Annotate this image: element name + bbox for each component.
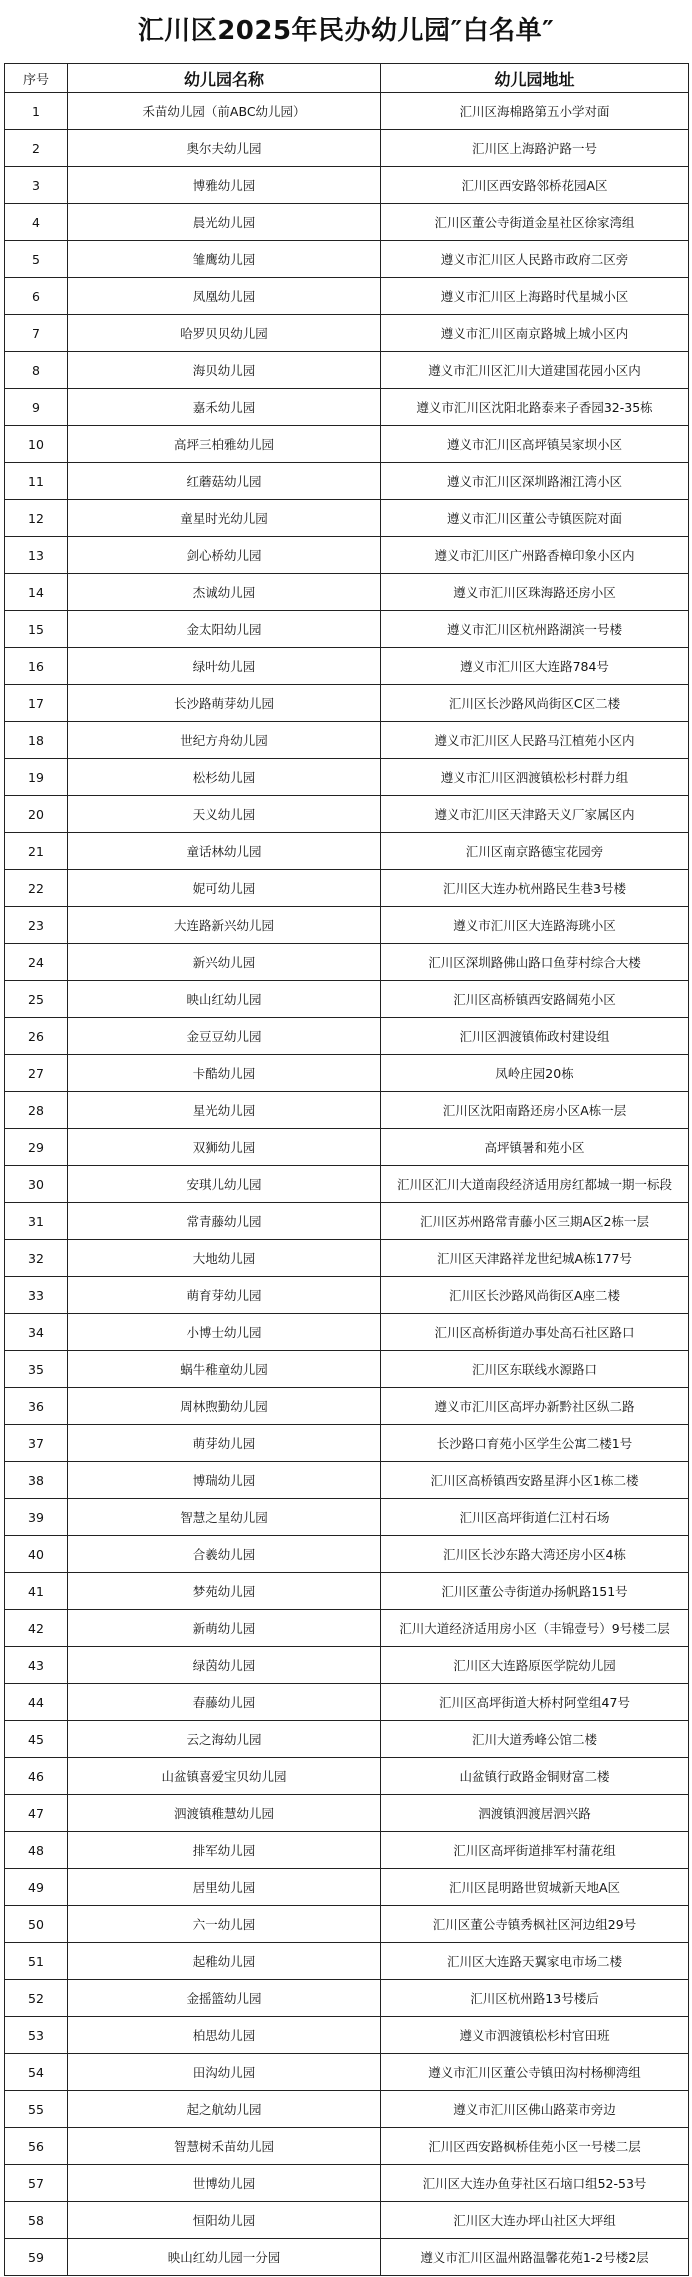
kindergarten-name: 长沙路萌芽幼儿园 bbox=[68, 685, 381, 722]
row-number: 5 bbox=[5, 241, 68, 278]
kindergarten-name: 童星时光幼儿园 bbox=[68, 500, 381, 537]
row-number: 44 bbox=[5, 1684, 68, 1721]
table-row bbox=[5, 2091, 689, 2128]
table-row bbox=[5, 1573, 689, 1610]
table-row bbox=[5, 537, 689, 574]
kindergarten-name: 智慧树禾苗幼儿园 bbox=[68, 2128, 381, 2165]
kindergarten-name: 大连路新兴幼儿园 bbox=[68, 907, 381, 944]
kindergarten-name: 博雅幼儿园 bbox=[68, 167, 381, 204]
row-number: 42 bbox=[5, 1610, 68, 1647]
kindergarten-address: 山盆镇行政路金铜财富二楼 bbox=[381, 1758, 689, 1795]
kindergarten-address: 遵义市汇川区佛山路菜市旁边 bbox=[381, 2091, 689, 2128]
row-number: 36 bbox=[5, 1388, 68, 1425]
table-row bbox=[5, 1684, 689, 1721]
table-row bbox=[5, 1647, 689, 1684]
kindergarten-address: 泗渡镇泗渡居泗兴路 bbox=[381, 1795, 689, 1832]
kindergarten-address: 汇川区高坪街道仁江村石场 bbox=[381, 1499, 689, 1536]
kindergarten-address: 遵义市汇川区董公寺镇医院对面 bbox=[381, 500, 689, 537]
kindergarten-name: 柏思幼儿园 bbox=[68, 2017, 381, 2054]
kindergarten-name: 金太阳幼儿园 bbox=[68, 611, 381, 648]
row-number: 41 bbox=[5, 1573, 68, 1610]
kindergarten-address: 汇川区深圳路佛山路口鱼芽村综合大楼 bbox=[381, 944, 689, 981]
kindergarten-address: 遵义市汇川区温州路温馨花苑1-2号楼2层 bbox=[381, 2239, 689, 2276]
row-number: 35 bbox=[5, 1351, 68, 1388]
kindergarten-address: 遵义市汇川区泗渡镇松杉村群力组 bbox=[381, 759, 689, 796]
row-number: 3 bbox=[5, 167, 68, 204]
kindergarten-name: 智慧之星幼儿园 bbox=[68, 1499, 381, 1536]
kindergarten-name: 周林煦勤幼儿园 bbox=[68, 1388, 381, 1425]
kindergarten-address: 遵义市汇川区杭州路湖滨一号楼 bbox=[381, 611, 689, 648]
table-row bbox=[5, 2128, 689, 2165]
table-row bbox=[5, 278, 689, 315]
row-number: 14 bbox=[5, 574, 68, 611]
table-row bbox=[5, 722, 689, 759]
row-number: 1 bbox=[5, 93, 68, 130]
kindergarten-address: 汇川区西安路邻桥花园A区 bbox=[381, 167, 689, 204]
kindergarten-address: 高坪镇暑和苑小区 bbox=[381, 1129, 689, 1166]
kindergarten-address: 汇川区长沙东路大湾还房小区4栋 bbox=[381, 1536, 689, 1573]
row-number: 48 bbox=[5, 1832, 68, 1869]
table-row bbox=[5, 2165, 689, 2202]
row-number: 55 bbox=[5, 2091, 68, 2128]
row-number: 28 bbox=[5, 1092, 68, 1129]
table-row bbox=[5, 944, 689, 981]
kindergarten-name: 合羲幼儿园 bbox=[68, 1536, 381, 1573]
table-row bbox=[5, 1462, 689, 1499]
kindergarten-address: 遵义市汇川区人民路马江植苑小区内 bbox=[381, 722, 689, 759]
row-number: 39 bbox=[5, 1499, 68, 1536]
kindergarten-name: 世博幼儿园 bbox=[68, 2165, 381, 2202]
header-row bbox=[5, 64, 689, 93]
table-row bbox=[5, 315, 689, 352]
kindergarten-address: 汇川区海棉路第五小学对面 bbox=[381, 93, 689, 130]
kindergarten-name: 六一幼儿园 bbox=[68, 1906, 381, 1943]
table-row bbox=[5, 611, 689, 648]
row-number: 11 bbox=[5, 463, 68, 500]
kindergarten-name: 山盆镇喜爱宝贝幼儿园 bbox=[68, 1758, 381, 1795]
row-number: 34 bbox=[5, 1314, 68, 1351]
kindergarten-name: 松杉幼儿园 bbox=[68, 759, 381, 796]
kindergarten-address: 汇川区西安路枫桥佳苑小区一号楼二层 bbox=[381, 2128, 689, 2165]
table-row bbox=[5, 2202, 689, 2239]
table-row bbox=[5, 1388, 689, 1425]
kindergarten-address: 汇川区上海路沪路一号 bbox=[381, 130, 689, 167]
row-number: 15 bbox=[5, 611, 68, 648]
row-number: 10 bbox=[5, 426, 68, 463]
row-number: 40 bbox=[5, 1536, 68, 1573]
table-row bbox=[5, 241, 689, 278]
kindergarten-name: 剑心桥幼儿园 bbox=[68, 537, 381, 574]
table-row bbox=[5, 1758, 689, 1795]
table-row bbox=[5, 1943, 689, 1980]
kindergarten-name: 凤凰幼儿园 bbox=[68, 278, 381, 315]
kindergarten-name: 金豆豆幼儿园 bbox=[68, 1018, 381, 1055]
table-row bbox=[5, 1240, 689, 1277]
kindergarten-address: 遵义市汇川区高坪办新黔社区纵二路 bbox=[381, 1388, 689, 1425]
row-number: 31 bbox=[5, 1203, 68, 1240]
kindergarten-address: 汇川区南京路德宝花园旁 bbox=[381, 833, 689, 870]
row-number: 45 bbox=[5, 1721, 68, 1758]
table-row bbox=[5, 1610, 689, 1647]
kindergarten-address: 汇川区东联线水源路口 bbox=[381, 1351, 689, 1388]
kindergarten-address: 汇川区大连办坪山社区大坪组 bbox=[381, 2202, 689, 2239]
table-row bbox=[5, 1425, 689, 1462]
kindergarten-name: 安琪儿幼儿园 bbox=[68, 1166, 381, 1203]
row-number: 50 bbox=[5, 1906, 68, 1943]
table-row bbox=[5, 130, 689, 167]
kindergarten-address: 汇川区大连路原医学院幼儿园 bbox=[381, 1647, 689, 1684]
kindergarten-address: 遵义市汇川区董公寺镇田沟村杨柳湾组 bbox=[381, 2054, 689, 2091]
kindergarten-name: 小博士幼儿园 bbox=[68, 1314, 381, 1351]
kindergarten-name: 双狮幼儿园 bbox=[68, 1129, 381, 1166]
kindergarten-name: 映山红幼儿园 bbox=[68, 981, 381, 1018]
row-number: 59 bbox=[5, 2239, 68, 2276]
kindergarten-address: 汇川区高桥镇西安路阔苑小区 bbox=[381, 981, 689, 1018]
kindergarten-address: 汇川大道秀峰公馆二楼 bbox=[381, 1721, 689, 1758]
table-header bbox=[5, 64, 689, 93]
row-number: 4 bbox=[5, 204, 68, 241]
kindergarten-address: 遵义市汇川区汇川大道建国花园小区内 bbox=[381, 352, 689, 389]
kindergarten-name: 世纪方舟幼儿园 bbox=[68, 722, 381, 759]
kindergarten-address: 汇川区长沙路风尚街区C区二楼 bbox=[381, 685, 689, 722]
row-number: 23 bbox=[5, 907, 68, 944]
table-row bbox=[5, 796, 689, 833]
kindergarten-name: 泗渡镇稚慧幼儿园 bbox=[68, 1795, 381, 1832]
kindergarten-name: 萌芽幼儿园 bbox=[68, 1425, 381, 1462]
table-row bbox=[5, 1906, 689, 1943]
row-number: 22 bbox=[5, 870, 68, 907]
row-number: 57 bbox=[5, 2165, 68, 2202]
table-row bbox=[5, 1314, 689, 1351]
row-number: 7 bbox=[5, 315, 68, 352]
table-row bbox=[5, 1092, 689, 1129]
row-number: 21 bbox=[5, 833, 68, 870]
kindergarten-address: 遵义市汇川区大连路784号 bbox=[381, 648, 689, 685]
kindergarten-address: 遵义市汇川区大连路海珧小区 bbox=[381, 907, 689, 944]
table-row bbox=[5, 1166, 689, 1203]
kindergarten-address: 汇川区苏州路常青藤小区三期A区2栋一层 bbox=[381, 1203, 689, 1240]
row-number: 47 bbox=[5, 1795, 68, 1832]
kindergarten-address: 汇川大道经济适用房小区（丰锦壹号）9号楼二层 bbox=[381, 1610, 689, 1647]
kindergarten-name: 星光幼儿园 bbox=[68, 1092, 381, 1129]
row-number: 24 bbox=[5, 944, 68, 981]
kindergarten-address: 凤岭庄园20栋 bbox=[381, 1055, 689, 1092]
kindergarten-name: 高坪三柏雅幼儿园 bbox=[68, 426, 381, 463]
table-row bbox=[5, 1277, 689, 1314]
kindergarten-address: 遵义市汇川区珠海路还房小区 bbox=[381, 574, 689, 611]
kindergarten-address: 汇川区高桥镇西安路星湃小区1栋二楼 bbox=[381, 1462, 689, 1499]
kindergarten-name: 金摇篮幼儿园 bbox=[68, 1980, 381, 2017]
table-row bbox=[5, 2017, 689, 2054]
kindergarten-address: 汇川区泗渡镇佈政村建设组 bbox=[381, 1018, 689, 1055]
kindergarten-address: 汇川区大连办鱼芽社区石垴口组52-53号 bbox=[381, 2165, 689, 2202]
row-number: 32 bbox=[5, 1240, 68, 1277]
kindergarten-name: 梦苑幼儿园 bbox=[68, 1573, 381, 1610]
kindergarten-address: 汇川区高桥街道办事处高石社区路口 bbox=[381, 1314, 689, 1351]
kindergarten-name: 新萌幼儿园 bbox=[68, 1610, 381, 1647]
kindergarten-address: 遵义市汇川区上海路时代星城小区 bbox=[381, 278, 689, 315]
row-number: 20 bbox=[5, 796, 68, 833]
kindergarten-name: 田沟幼儿园 bbox=[68, 2054, 381, 2091]
kindergarten-name: 萌育芽幼儿园 bbox=[68, 1277, 381, 1314]
kindergarten-name: 蜗牛稚童幼儿园 bbox=[68, 1351, 381, 1388]
header-name: 幼儿园名称 bbox=[68, 64, 381, 93]
kindergarten-name: 妮可幼儿园 bbox=[68, 870, 381, 907]
kindergarten-name: 恒阳幼儿园 bbox=[68, 2202, 381, 2239]
kindergarten-name: 映山红幼儿园一分园 bbox=[68, 2239, 381, 2276]
kindergarten-name: 居里幼儿园 bbox=[68, 1869, 381, 1906]
table-row bbox=[5, 500, 689, 537]
kindergarten-address: 遵义市汇川区天津路天义厂家属区内 bbox=[381, 796, 689, 833]
row-number: 53 bbox=[5, 2017, 68, 2054]
table-row bbox=[5, 1499, 689, 1536]
row-number: 25 bbox=[5, 981, 68, 1018]
kindergarten-address: 汇川区高坪街道大桥村阿堂组47号 bbox=[381, 1684, 689, 1721]
table-row bbox=[5, 204, 689, 241]
kindergarten-address: 汇川区沈阳南路还房小区A栋一层 bbox=[381, 1092, 689, 1129]
kindergarten-name: 哈罗贝贝幼儿园 bbox=[68, 315, 381, 352]
kindergarten-address: 遵义市汇川区沈阳北路泰来子香园32-35栋 bbox=[381, 389, 689, 426]
header-index: 序号 bbox=[5, 64, 68, 93]
table-row bbox=[5, 1869, 689, 1906]
kindergarten-address: 遵义市泗渡镇松杉村官田班 bbox=[381, 2017, 689, 2054]
table-row bbox=[5, 1980, 689, 2017]
row-number: 38 bbox=[5, 1462, 68, 1499]
kindergarten-table bbox=[4, 63, 689, 2276]
table-body bbox=[5, 93, 689, 2276]
kindergarten-name: 春藤幼儿园 bbox=[68, 1684, 381, 1721]
table-row bbox=[5, 2239, 689, 2276]
row-number: 17 bbox=[5, 685, 68, 722]
row-number: 37 bbox=[5, 1425, 68, 1462]
table-row bbox=[5, 1795, 689, 1832]
table-row bbox=[5, 648, 689, 685]
kindergarten-name: 红蘑菇幼儿园 bbox=[68, 463, 381, 500]
row-number: 46 bbox=[5, 1758, 68, 1795]
table-row bbox=[5, 1721, 689, 1758]
row-number: 30 bbox=[5, 1166, 68, 1203]
table-row bbox=[5, 574, 689, 611]
table-row bbox=[5, 759, 689, 796]
row-number: 29 bbox=[5, 1129, 68, 1166]
kindergarten-address: 汇川区昆明路世贸城新天地A区 bbox=[381, 1869, 689, 1906]
kindergarten-address: 遵义市汇川区广州路香樟印象小区内 bbox=[381, 537, 689, 574]
table-row bbox=[5, 389, 689, 426]
kindergarten-address: 长沙路口育苑小区学生公寓二楼1号 bbox=[381, 1425, 689, 1462]
kindergarten-name: 杰诚幼儿园 bbox=[68, 574, 381, 611]
kindergarten-name: 晨光幼儿园 bbox=[68, 204, 381, 241]
kindergarten-name: 绿茵幼儿园 bbox=[68, 1647, 381, 1684]
kindergarten-address: 汇川区董公寺街道金星社区徐家湾组 bbox=[381, 204, 689, 241]
row-number: 56 bbox=[5, 2128, 68, 2165]
kindergarten-name: 起稚幼儿园 bbox=[68, 1943, 381, 1980]
kindergarten-address: 遵义市汇川区深圳路湘江湾小区 bbox=[381, 463, 689, 500]
row-number: 49 bbox=[5, 1869, 68, 1906]
kindergarten-name: 海贝幼儿园 bbox=[68, 352, 381, 389]
kindergarten-address: 汇川区杭州路13号楼后 bbox=[381, 1980, 689, 2017]
kindergarten-address: 汇川区董公寺街道办扬帆路151号 bbox=[381, 1573, 689, 1610]
table-row bbox=[5, 981, 689, 1018]
kindergarten-name: 新兴幼儿园 bbox=[68, 944, 381, 981]
kindergarten-name: 童话林幼儿园 bbox=[68, 833, 381, 870]
row-number: 9 bbox=[5, 389, 68, 426]
kindergarten-name: 博瑞幼儿园 bbox=[68, 1462, 381, 1499]
kindergarten-name: 大地幼儿园 bbox=[68, 1240, 381, 1277]
row-number: 18 bbox=[5, 722, 68, 759]
row-number: 6 bbox=[5, 278, 68, 315]
page-title: 汇川区2025年民办幼儿园″白名单″ bbox=[137, 16, 555, 46]
table-row bbox=[5, 463, 689, 500]
table-row bbox=[5, 167, 689, 204]
kindergarten-address: 汇川区天津路祥龙世纪城A栋177号 bbox=[381, 1240, 689, 1277]
kindergarten-name: 天义幼儿园 bbox=[68, 796, 381, 833]
kindergarten-name: 雏鹰幼儿园 bbox=[68, 241, 381, 278]
row-number: 51 bbox=[5, 1943, 68, 1980]
kindergarten-address: 汇川区汇川大道南段经济适用房红都城一期一标段 bbox=[381, 1166, 689, 1203]
row-number: 19 bbox=[5, 759, 68, 796]
kindergarten-address: 遵义市汇川区高坪镇吴家坝小区 bbox=[381, 426, 689, 463]
table-row bbox=[5, 833, 689, 870]
row-number: 52 bbox=[5, 1980, 68, 2017]
row-number: 2 bbox=[5, 130, 68, 167]
row-number: 27 bbox=[5, 1055, 68, 1092]
row-number: 26 bbox=[5, 1018, 68, 1055]
kindergarten-name: 起之航幼儿园 bbox=[68, 2091, 381, 2128]
kindergarten-address: 汇川区大连办杭州路民生巷3号楼 bbox=[381, 870, 689, 907]
kindergarten-address: 汇川区董公寺镇秀枫社区河边组29号 bbox=[381, 1906, 689, 1943]
table-row bbox=[5, 1832, 689, 1869]
row-number: 58 bbox=[5, 2202, 68, 2239]
row-number: 43 bbox=[5, 1647, 68, 1684]
row-number: 8 bbox=[5, 352, 68, 389]
row-number: 12 bbox=[5, 500, 68, 537]
header-address: 幼儿园地址 bbox=[381, 64, 689, 93]
kindergarten-name: 奥尔夫幼儿园 bbox=[68, 130, 381, 167]
kindergarten-name: 嘉禾幼儿园 bbox=[68, 389, 381, 426]
table-row bbox=[5, 426, 689, 463]
table-row bbox=[5, 685, 689, 722]
table-row bbox=[5, 1055, 689, 1092]
table-row bbox=[5, 93, 689, 130]
table-row bbox=[5, 1351, 689, 1388]
kindergarten-name: 云之海幼儿园 bbox=[68, 1721, 381, 1758]
table-row bbox=[5, 870, 689, 907]
kindergarten-address: 遵义市汇川区人民路市政府二区旁 bbox=[381, 241, 689, 278]
row-number: 16 bbox=[5, 648, 68, 685]
kindergarten-address: 汇川区大连路天翼家电市场二楼 bbox=[381, 1943, 689, 1980]
table-row bbox=[5, 1018, 689, 1055]
row-number: 13 bbox=[5, 537, 68, 574]
table-row bbox=[5, 2054, 689, 2091]
table-row bbox=[5, 1129, 689, 1166]
kindergarten-name: 绿叶幼儿园 bbox=[68, 648, 381, 685]
row-number: 54 bbox=[5, 2054, 68, 2091]
kindergarten-name: 卡酷幼儿园 bbox=[68, 1055, 381, 1092]
kindergarten-address: 汇川区高坪街道排军村蒲花组 bbox=[381, 1832, 689, 1869]
table-row bbox=[5, 352, 689, 389]
kindergarten-name: 常青藤幼儿园 bbox=[68, 1203, 381, 1240]
table-row bbox=[5, 907, 689, 944]
kindergarten-name: 禾苗幼儿园（前ABC幼儿园） bbox=[68, 93, 381, 130]
kindergarten-name: 排军幼儿园 bbox=[68, 1832, 381, 1869]
row-number: 33 bbox=[5, 1277, 68, 1314]
table-row bbox=[5, 1536, 689, 1573]
kindergarten-address: 遵义市汇川区南京路城上城小区内 bbox=[381, 315, 689, 352]
table-row bbox=[5, 1203, 689, 1240]
kindergarten-address: 汇川区长沙路风尚街区A座二楼 bbox=[381, 1277, 689, 1314]
